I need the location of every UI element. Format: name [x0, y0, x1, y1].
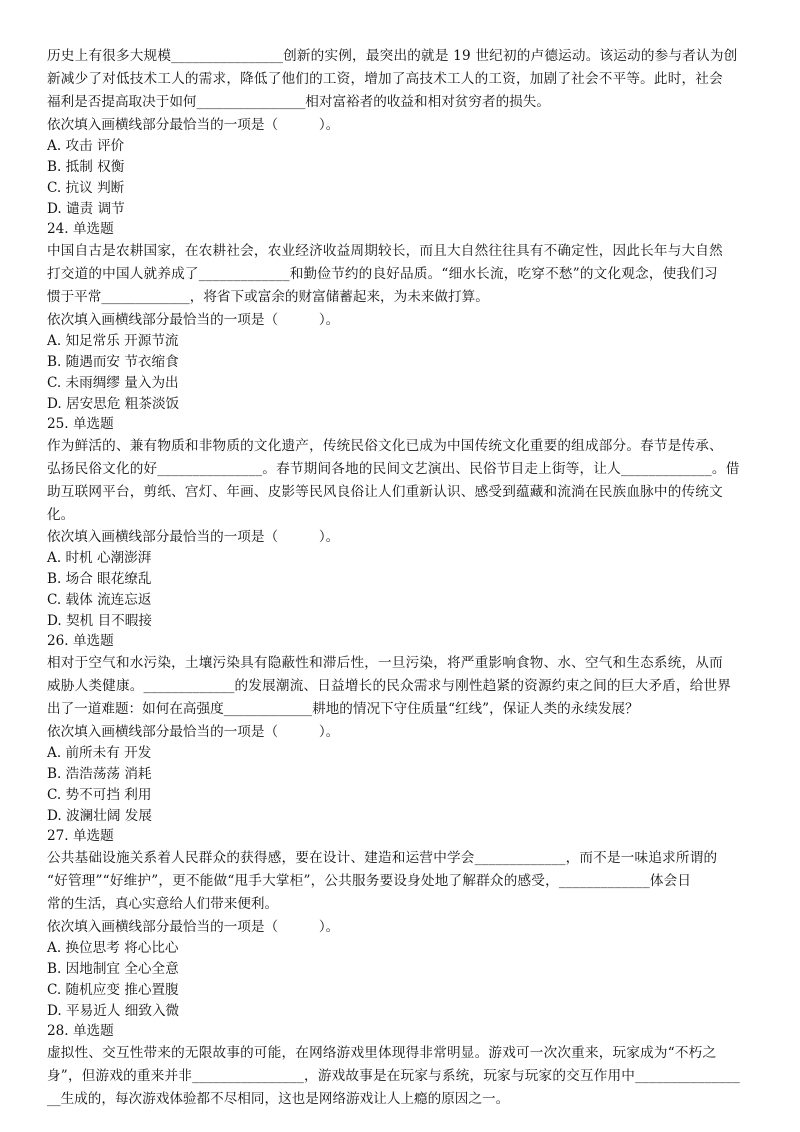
q23-option-c[interactable]: C. 抗议 判断 [47, 180, 125, 196]
q26-paragraph-line-3: 出了一道难题：如何在高强度_____________耕地的情况下守住质量“红线”，保证人类的永续发展？ [47, 701, 639, 717]
q26-paragraph-line-2: 威胁人类健康。_____________的发展潮流、日益增长的民众需求与刚性趋紧的资源约束之间的巨大矛盾，给世界 [47, 678, 732, 694]
q27-paragraph-line-1: 公共基础设施关系着人民群众的获得感，要在设计、建造和运营中学会_____________，而不是一味追求所谓的 [47, 850, 718, 866]
q24-option-d[interactable]: D. 居安思危 粗茶淡饭 [47, 396, 180, 412]
q26-option-c[interactable]: C. 势不可挡 利用 [47, 787, 152, 803]
q24-option-b[interactable]: B. 随遇而安 节衣缩食 [47, 354, 179, 370]
q25-option-b[interactable]: B. 场合 眼花缭乱 [47, 571, 152, 587]
q23-option-a[interactable]: A. 攻击 评价 [47, 138, 125, 154]
q26-option-b[interactable]: B. 浩浩荡荡 消耗 [47, 766, 152, 782]
q27-option-c[interactable]: C. 随机应变 推心置腹 [47, 982, 179, 998]
q27-header: 27. 单选题 [47, 828, 114, 844]
q27-prompt: 依次填入画横线部分最恰当的一项是（ ）。 [47, 919, 340, 935]
q24-paragraph-line-1: 中国自古是农耕国家，在农耕社会，农业经济收益周期较长，而且大自然往往具有不确定性，因此长年与大自然 [47, 243, 723, 259]
q23-paragraph-line-2: 新减少了对低技术工人的需求，降低了他们的工资，增加了高技术工人的工资，加剧了社会不平等。此时，社会 [47, 71, 723, 87]
q25-paragraph-line-3: 助互联网平台，剪纸、宫灯、年画、皮影等民风良俗让人们重新认识、感受到蕴藏和流淌在民族血脉中的传统文 [47, 484, 723, 500]
q26-header: 26. 单选题 [47, 633, 114, 649]
q24-paragraph-line-2: 打交道的中国人就养成了_____________和勤俭节约的良好品质。“细水长流，吃穿不愁”的文化观念，使我们习 [47, 266, 718, 282]
q26-option-a[interactable]: A. 前所未有 开发 [47, 745, 152, 761]
q28-paragraph-line-3: __生成的，每次游戏体验都不尽相同，这也是网络游戏让人上瘾的原因之一。 [47, 1091, 510, 1107]
q24-header: 24. 单选题 [47, 221, 114, 237]
q27-option-b[interactable]: B. 因地制宜 全心全意 [47, 961, 179, 977]
q25-header: 25. 单选题 [47, 416, 114, 432]
q25-option-d[interactable]: D. 契机 目不暇接 [47, 613, 152, 629]
q28-paragraph-line-1: 虚拟性、交互性带来的无限故事的可能，在网络游戏里体现得非常明显。游戏可一次次重来，玩家成为“不朽之 [47, 1045, 717, 1061]
q25-paragraph-line-2: 弘扬民俗文化的好_______________。春节期间各地的民间文艺演出、民俗节目走上街等，让人_____________。借 [47, 461, 740, 477]
q26-prompt: 依次填入画横线部分最恰当的一项是（ ）。 [47, 724, 340, 740]
q27-paragraph-line-2: “好管理”“好维护”，更不能做“甩手大掌柜”，公共服务要设身处地了解群众的感受，_____________体会日 [47, 873, 692, 889]
q25-option-c[interactable]: C. 载体 流连忘返 [47, 592, 152, 608]
q24-paragraph-line-3: 惯于平常_____________，将省下或富余的财富储蓄起来，为未来做打算。 [47, 289, 489, 305]
q24-option-c[interactable]: C. 未雨绸缪 量入为出 [47, 375, 179, 391]
q27-option-d[interactable]: D. 平易近人 细致入微 [47, 1003, 180, 1019]
q24-prompt: 依次填入画横线部分最恰当的一项是（ ）。 [47, 312, 340, 328]
q25-paragraph-line-4: 化。 [47, 507, 75, 523]
q25-paragraph-line-1: 作为鲜活的、兼有物质和非物质的文化遗产，传统民俗文化已成为中国传统文化重要的组成部分。春节是传承、 [47, 438, 723, 454]
q24-option-a[interactable]: A. 知足常乐 开源节流 [47, 333, 179, 349]
q26-paragraph-line-1: 相对于空气和水污染，土壤污染具有隐蔽性和滞后性，一旦污染，将严重影响食物、水、空气和生态系统，从而 [47, 655, 723, 671]
q23-option-b[interactable]: B. 抵制 权衡 [47, 159, 125, 175]
q25-prompt: 依次填入画横线部分最恰当的一项是（ ）。 [47, 529, 340, 545]
q28-paragraph-line-2: 身”，但游戏的重来并非________________，游戏故事是在玩家与系统，玩家与玩家的交互作用中_______________ [47, 1068, 741, 1084]
q28-header: 28. 单选题 [47, 1023, 114, 1039]
q23-paragraph-line-3: 福利是否提高取决于如何________________相对富裕者的收益和相对贫穷者的损失。 [47, 94, 550, 110]
q23-prompt: 依次填入画横线部分最恰当的一项是（ ）。 [47, 117, 340, 133]
q25-option-a[interactable]: A. 时机 心潮澎湃 [47, 550, 152, 566]
q23-paragraph-line-1: 历史上有很多大规模________________创新的实例，最突出的就是 19 世纪初的卢德运动。该运动的参与者认为创 [47, 48, 738, 64]
q23-option-d[interactable]: D. 谴责 调节 [47, 201, 125, 217]
q26-option-d[interactable]: D. 波澜壮阔 发展 [47, 808, 152, 824]
q27-option-a[interactable]: A. 换位思考 将心比心 [47, 940, 179, 956]
q27-paragraph-line-3: 常的生活，真心实意给人们带来便利。 [47, 896, 279, 912]
